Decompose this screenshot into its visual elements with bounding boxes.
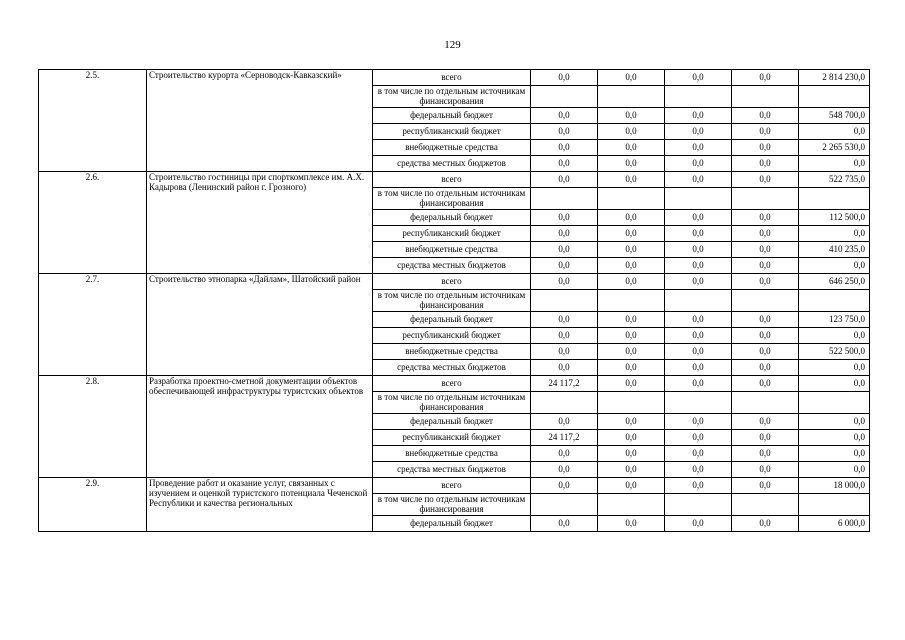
table-row (39, 478, 870, 494)
value-cell: 0,0 (732, 446, 799, 462)
value-cell (732, 188, 799, 210)
value-cell: 0,0 (598, 312, 665, 328)
value-cell: 24 117,2 (531, 430, 598, 446)
value-cell: 6 000,0 (799, 516, 870, 532)
value-cell: 0,0 (665, 462, 732, 478)
table-row (39, 70, 870, 86)
value-cell: 0,0 (732, 124, 799, 140)
value-cell: 0,0 (531, 516, 598, 532)
value-cell: 0,0 (665, 140, 732, 156)
value-cell: 0,0 (531, 344, 598, 360)
value-cell (531, 86, 598, 108)
value-cell (799, 188, 870, 210)
funding-source: в том числе по отдельным источникам финансирования (373, 86, 531, 108)
value-cell (732, 290, 799, 312)
value-cell: 0,0 (531, 156, 598, 172)
value-cell: 0,0 (799, 156, 870, 172)
value-cell: 0,0 (531, 328, 598, 344)
value-cell: 2 814 230,0 (799, 70, 870, 86)
value-cell: 0,0 (732, 140, 799, 156)
value-cell: 0,0 (732, 156, 799, 172)
value-cell: 0,0 (665, 274, 732, 290)
value-cell (531, 188, 598, 210)
item-name: Строительство этнопарка «Дайлам», Шатойский район (147, 274, 373, 376)
value-cell: 0,0 (598, 274, 665, 290)
value-cell: 646 250,0 (799, 274, 870, 290)
value-cell: 0,0 (665, 312, 732, 328)
funding-source: федеральный бюджет (373, 210, 531, 226)
funding-source: всего (373, 274, 531, 290)
item-number: 2.6. (39, 172, 147, 274)
funding-source: всего (373, 172, 531, 188)
value-cell: 0,0 (531, 274, 598, 290)
value-cell (531, 494, 598, 516)
value-cell: 0,0 (531, 478, 598, 494)
value-cell: 0,0 (598, 446, 665, 462)
funding-source: республиканский бюджет (373, 430, 531, 446)
value-cell: 0,0 (665, 210, 732, 226)
value-cell (665, 494, 732, 516)
value-cell (799, 290, 870, 312)
value-cell (598, 86, 665, 108)
value-cell: 0,0 (598, 430, 665, 446)
value-cell: 0,0 (665, 360, 732, 376)
value-cell: 0,0 (531, 360, 598, 376)
funding-source: в том числе по отдельным источникам финансирования (373, 494, 531, 516)
value-cell: 0,0 (799, 226, 870, 242)
value-cell: 0,0 (598, 140, 665, 156)
value-cell: 0,0 (665, 344, 732, 360)
value-cell: 0,0 (531, 70, 598, 86)
value-cell: 0,0 (665, 414, 732, 430)
funding-source: федеральный бюджет (373, 516, 531, 532)
value-cell (799, 494, 870, 516)
item-number: 2.5. (39, 70, 147, 172)
table-body (39, 70, 870, 532)
value-cell: 0,0 (598, 360, 665, 376)
value-cell: 0,0 (732, 376, 799, 392)
value-cell: 0,0 (732, 430, 799, 446)
funding-source: всего (373, 70, 531, 86)
value-cell: 0,0 (732, 328, 799, 344)
funding-source: в том числе по отдельным источникам финансирования (373, 290, 531, 312)
value-cell: 0,0 (799, 414, 870, 430)
funding-source: в том числе по отдельным источникам финансирования (373, 392, 531, 414)
value-cell: 0,0 (598, 258, 665, 274)
value-cell: 0,0 (598, 516, 665, 532)
value-cell: 24 117,2 (531, 376, 598, 392)
value-cell: 0,0 (598, 376, 665, 392)
value-cell: 0,0 (598, 70, 665, 86)
value-cell: 0,0 (732, 210, 799, 226)
value-cell: 0,0 (732, 242, 799, 258)
table-row (39, 376, 870, 392)
value-cell: 0,0 (732, 462, 799, 478)
item-name: Проведение работ и оказание услуг, связанных с изучением и оценкой туристского потенциала Чеченской Республики и качества региональных (147, 478, 373, 532)
value-cell: 0,0 (598, 344, 665, 360)
value-cell: 0,0 (732, 274, 799, 290)
value-cell: 0,0 (799, 328, 870, 344)
value-cell (598, 188, 665, 210)
value-cell: 0,0 (732, 360, 799, 376)
value-cell: 0,0 (531, 226, 598, 242)
value-cell (799, 86, 870, 108)
value-cell: 0,0 (732, 344, 799, 360)
value-cell: 0,0 (732, 226, 799, 242)
funding-source: средства местных бюджетов (373, 360, 531, 376)
funding-source: федеральный бюджет (373, 414, 531, 430)
funding-source: федеральный бюджет (373, 312, 531, 328)
value-cell (665, 290, 732, 312)
funding-source: внебюджетные средства (373, 446, 531, 462)
value-cell: 0,0 (531, 312, 598, 328)
value-cell: 0,0 (665, 258, 732, 274)
value-cell: 0,0 (598, 328, 665, 344)
item-number: 2.8. (39, 376, 147, 478)
value-cell: 0,0 (799, 446, 870, 462)
value-cell: 0,0 (732, 312, 799, 328)
value-cell: 0,0 (799, 258, 870, 274)
funding-source: средства местных бюджетов (373, 258, 531, 274)
funding-source: в том числе по отдельным источникам финансирования (373, 188, 531, 210)
value-cell (665, 86, 732, 108)
value-cell: 0,0 (531, 140, 598, 156)
value-cell: 522 500,0 (799, 344, 870, 360)
value-cell: 548 700,0 (799, 108, 870, 124)
page-number: 129 (444, 39, 461, 51)
value-cell: 0,0 (531, 462, 598, 478)
value-cell: 0,0 (598, 210, 665, 226)
value-cell: 0,0 (531, 414, 598, 430)
value-cell: 0,0 (799, 376, 870, 392)
value-cell: 0,0 (665, 124, 732, 140)
item-name: Строительство гостиницы при спорткомплексе им. А.Х. Кадырова (Ленинский район г. Грозного) (147, 172, 373, 274)
value-cell: 0,0 (732, 516, 799, 532)
value-cell: 0,0 (799, 360, 870, 376)
value-cell: 522 735,0 (799, 172, 870, 188)
value-cell: 0,0 (598, 462, 665, 478)
funding-source: республиканский бюджет (373, 328, 531, 344)
value-cell: 0,0 (598, 172, 665, 188)
item-number: 2.9. (39, 478, 147, 532)
funding-source: внебюджетные средства (373, 140, 531, 156)
value-cell: 0,0 (799, 124, 870, 140)
value-cell (799, 392, 870, 414)
value-cell: 0,0 (598, 226, 665, 242)
value-cell (598, 494, 665, 516)
funding-source: всего (373, 376, 531, 392)
funding-source: внебюджетные средства (373, 344, 531, 360)
value-cell: 0,0 (799, 462, 870, 478)
item-name: Разработка проектно-сметной документации объектов обеспечивающей инфраструктуры туристских объектов (147, 376, 373, 478)
financing-table (38, 69, 870, 532)
value-cell: 0,0 (665, 70, 732, 86)
value-cell: 0,0 (665, 108, 732, 124)
value-cell (665, 392, 732, 414)
value-cell (598, 290, 665, 312)
value-cell: 0,0 (732, 108, 799, 124)
value-cell: 0,0 (531, 108, 598, 124)
value-cell: 2 265 530,0 (799, 140, 870, 156)
value-cell: 0,0 (665, 516, 732, 532)
funding-source: всего (373, 478, 531, 494)
value-cell (665, 188, 732, 210)
value-cell: 0,0 (665, 430, 732, 446)
item-name: Строительство курорта «Серноводск-Кавказский» (147, 70, 373, 172)
value-cell: 18 000,0 (799, 478, 870, 494)
value-cell: 0,0 (665, 242, 732, 258)
value-cell: 0,0 (531, 210, 598, 226)
value-cell: 0,0 (665, 156, 732, 172)
value-cell: 0,0 (732, 258, 799, 274)
value-cell: 0,0 (665, 478, 732, 494)
value-cell: 0,0 (665, 172, 732, 188)
value-cell: 0,0 (665, 328, 732, 344)
value-cell: 0,0 (531, 172, 598, 188)
value-cell: 0,0 (665, 446, 732, 462)
value-cell: 0,0 (665, 226, 732, 242)
item-number: 2.7. (39, 274, 147, 376)
value-cell: 112 500,0 (799, 210, 870, 226)
value-cell: 0,0 (531, 242, 598, 258)
funding-source: республиканский бюджет (373, 226, 531, 242)
funding-source: средства местных бюджетов (373, 462, 531, 478)
value-cell: 0,0 (732, 70, 799, 86)
value-cell (531, 392, 598, 414)
value-cell: 0,0 (598, 242, 665, 258)
value-cell: 0,0 (531, 258, 598, 274)
value-cell: 0,0 (732, 172, 799, 188)
value-cell (732, 392, 799, 414)
funding-source: федеральный бюджет (373, 108, 531, 124)
value-cell: 0,0 (531, 124, 598, 140)
funding-source: внебюджетные средства (373, 242, 531, 258)
value-cell: 0,0 (598, 124, 665, 140)
table-row (39, 172, 870, 188)
value-cell: 0,0 (732, 414, 799, 430)
value-cell: 0,0 (598, 156, 665, 172)
value-cell: 0,0 (531, 446, 598, 462)
value-cell (598, 392, 665, 414)
value-cell: 0,0 (598, 414, 665, 430)
value-cell: 123 750,0 (799, 312, 870, 328)
value-cell: 0,0 (799, 430, 870, 446)
value-cell: 0,0 (732, 478, 799, 494)
value-cell: 410 235,0 (799, 242, 870, 258)
value-cell (732, 494, 799, 516)
funding-source: республиканский бюджет (373, 124, 531, 140)
table-row (39, 274, 870, 290)
funding-source: средства местных бюджетов (373, 156, 531, 172)
value-cell (732, 86, 799, 108)
value-cell (531, 290, 598, 312)
value-cell: 0,0 (598, 478, 665, 494)
value-cell: 0,0 (598, 108, 665, 124)
value-cell: 0,0 (665, 376, 732, 392)
